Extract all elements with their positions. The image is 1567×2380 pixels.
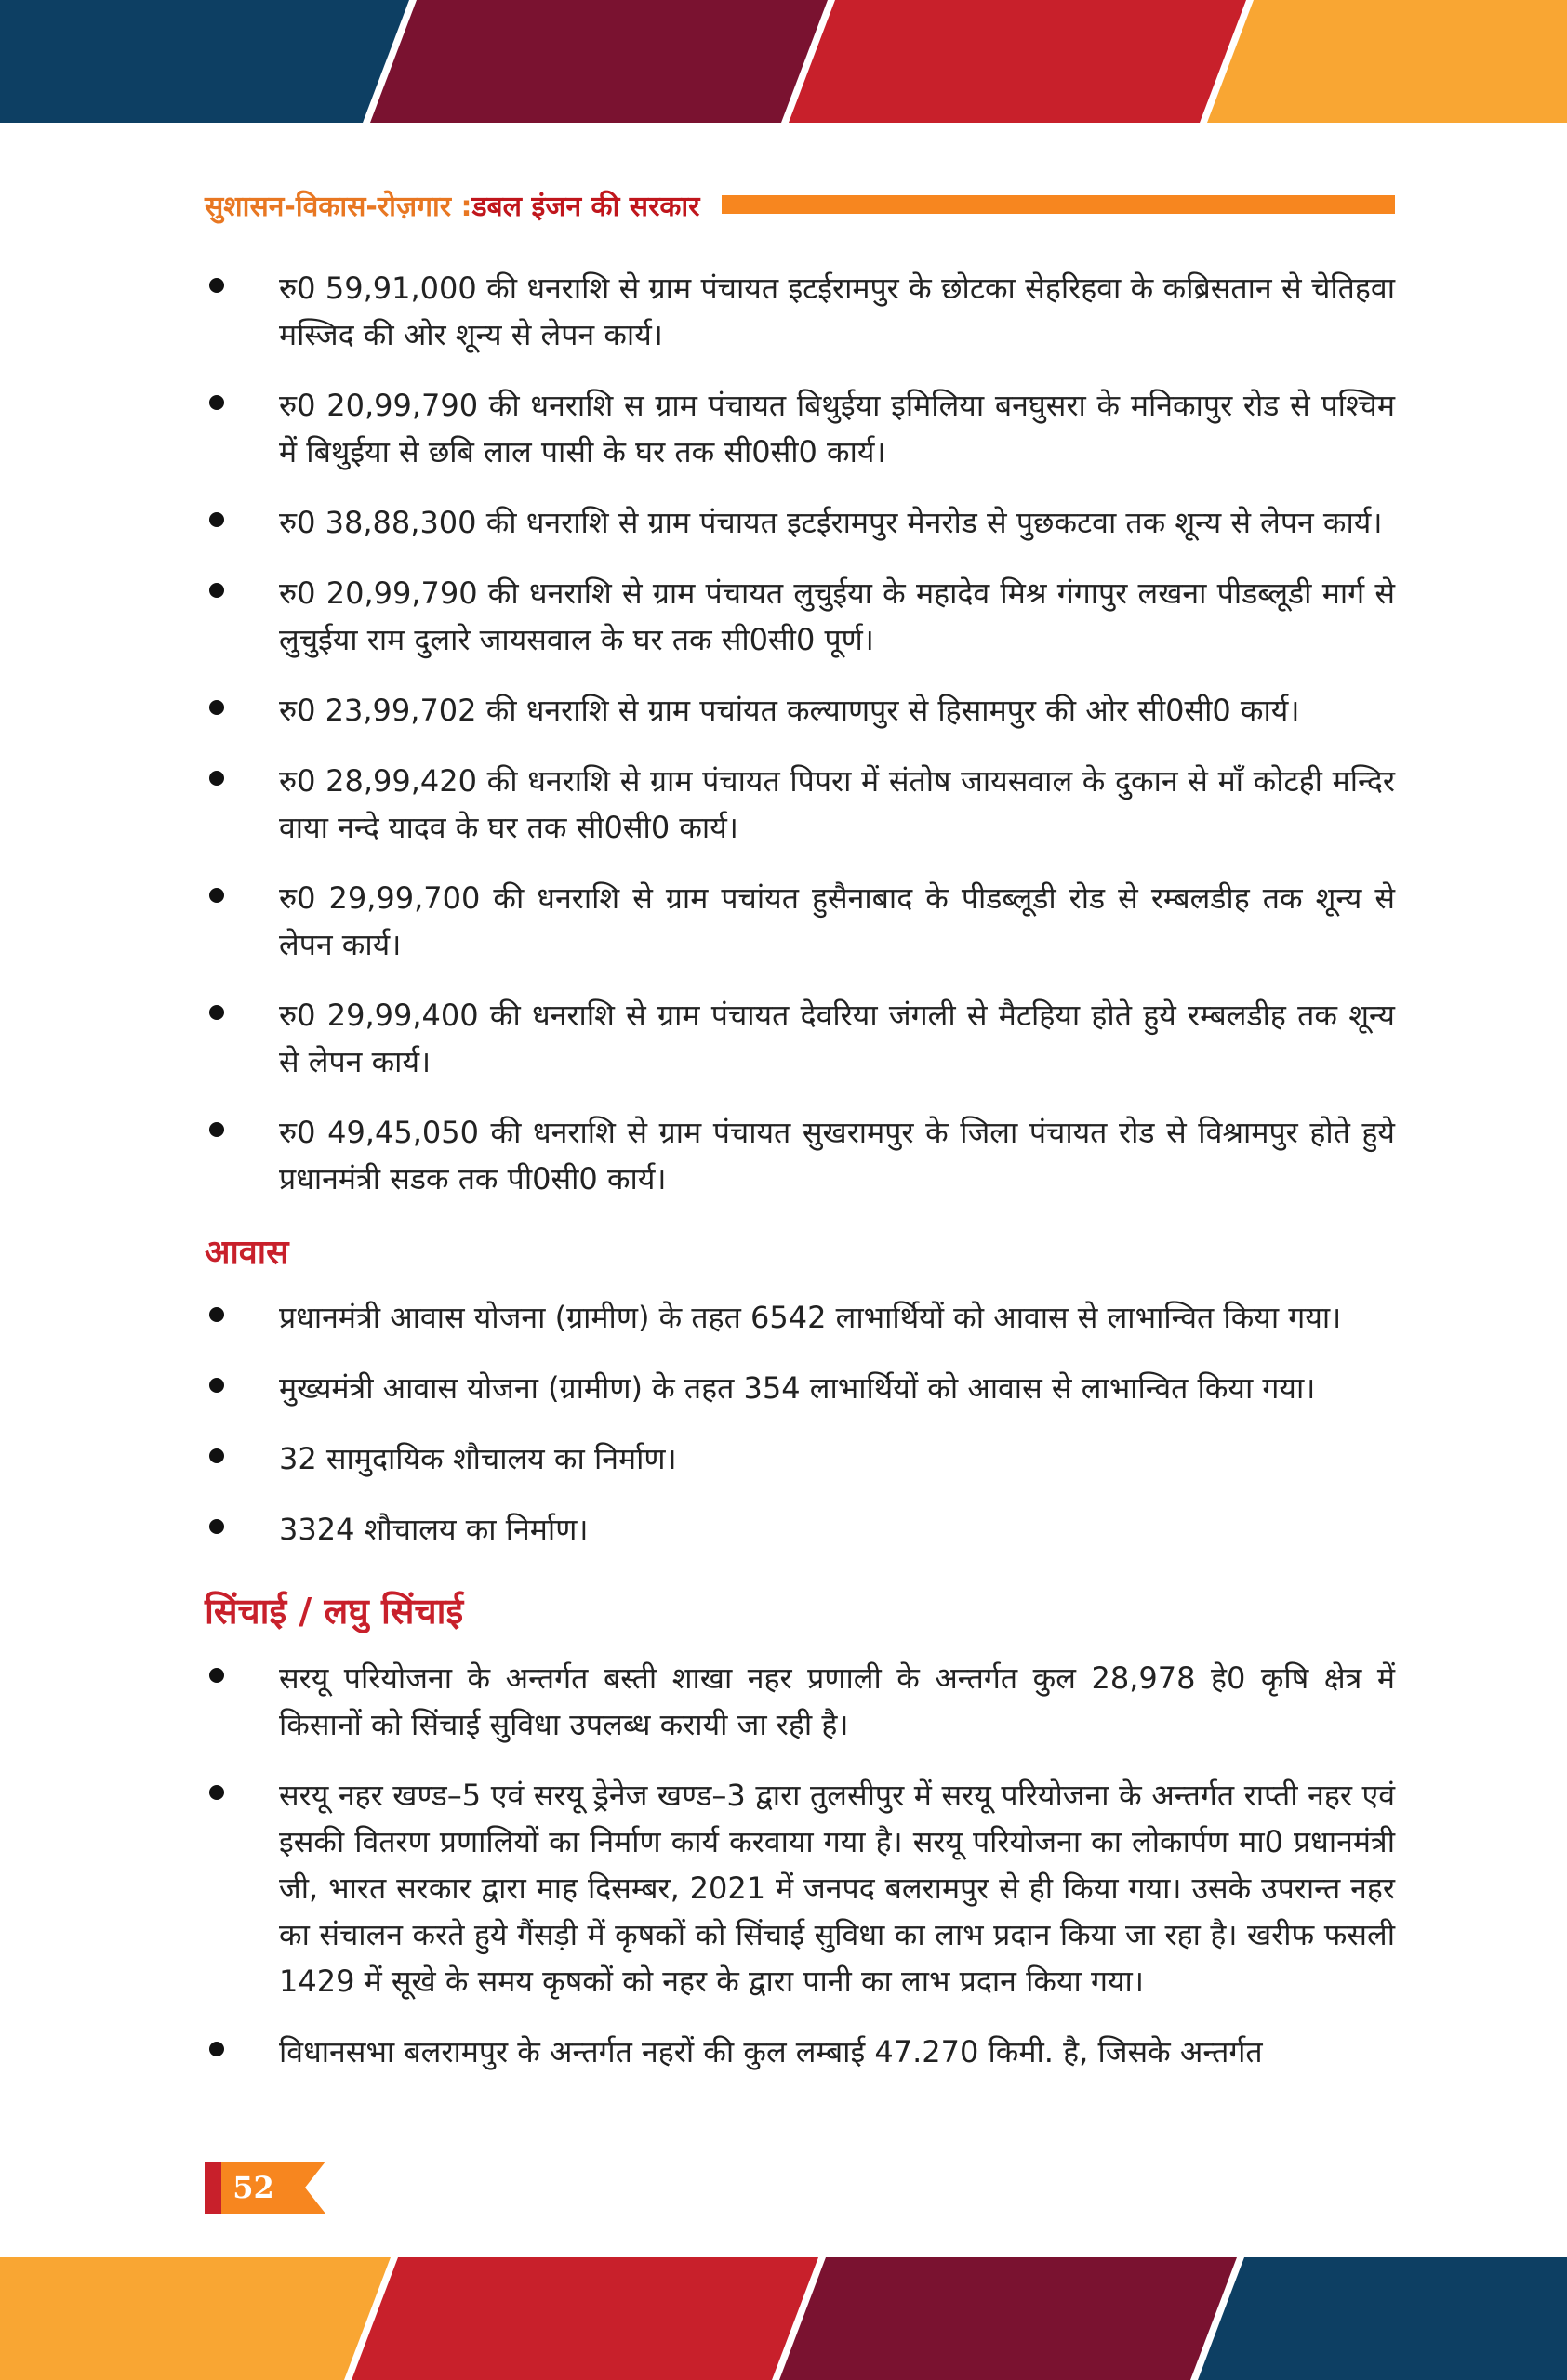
works-list (205, 265, 1395, 1202)
irrigation-list (205, 1655, 1395, 2075)
bullet-icon (209, 583, 224, 598)
bullet-icon (209, 700, 224, 715)
list-item-text: रु0 29,99,400 की धनराशि से ग्राम पंचायत देवरिया जंगली से मैटहिया होते हुये रम्बलडीह तक शून्य से लेपन कार्य। (279, 998, 1395, 1079)
list-item (205, 1506, 1395, 1553)
list-item-text: मुख्यमंत्री आवास योजना (ग्रामीण) के तहत 354 लाभार्थियों को आवास से लाभान्वित किया गया। (279, 1370, 1316, 1406)
bullet-icon (209, 771, 224, 786)
list-item (205, 1772, 1395, 2004)
bullet-icon (209, 278, 224, 293)
header-title-part2: डबल इंजन की सरकार (471, 190, 700, 223)
top-color-band (0, 0, 1567, 123)
list-item-text: प्रधानमंत्री आवास योजना (ग्रामीण) के तहत 6542 लाभार्थियों को आवास से लाभान्वित किया गया। (279, 1300, 1342, 1335)
list-item (205, 1655, 1395, 1748)
list-item (205, 499, 1395, 546)
list-item-text: सरयू नहर खण्ड–5 एवं सरयू ड्रेनेज खण्ड–3 द्वारा तुलसीपुर में सरयू परियोजना के अन्तर्गत राप्ती नहर एवं इसकी वितरण प्रणालियों का निर्माण कार्य करवाया गया है। सरयू परियोजना का लोकार्पण मा0 प्रधानमंत्री जी, भारत सरकार द्वारा माह दिसम्बर, 2021 में जनपद बलरामपुर से ही किया गया। उसके उपरान्त नहर का संचालन करते हुये गैंसड़ी में कृषकों को सिंचाई सुविधा का लाभ प्रदान किया जा रहा है। खरीफ फसली 1429 में सूखे के समय कृषकों को नहर के द्वारा पानी का लाभ प्रदान किया गया। (279, 1778, 1395, 1999)
list-item (205, 1365, 1395, 1411)
list-item-text: रु0 59,91,000 की धनराशि से ग्राम पंचायत इटईरामपुर के छोटका सेहरिहवा के कब्रिसतान से चेतिहवा मस्जिद की ओर शून्य से लेपन कार्य। (279, 271, 1395, 352)
list-item-text: सरयू परियोजना के अन्तर्गत बस्ती शाखा नहर प्रणाली के अन्तर्गत कुल 28,978 हे0 कृषि क्षेत्र में किसानों को सिंचाई सुविधा उपलब्ध करायी जा रही है। (279, 1660, 1395, 1742)
section-heading-irrigation: सिंचाई / लघु सिंचाई (205, 1591, 464, 1632)
list-item (205, 570, 1395, 663)
list-item-text: रु0 20,99,790 की धनराशि स ग्राम पंचायत बिथुईया इमिलिया बनघुसरा के मनिकापुर रोड से पश्चिम में बिथुईया से छबि लाल पासी के घर तक सी0सी0 कार्य। (279, 388, 1395, 469)
list-item-text: रु0 38,88,300 की धनराशि से ग्राम पंचायत इटईरामपुर मेनरोड से पुछकटवा तक शून्य से लेपन कार्य। (279, 505, 1383, 540)
list-item (205, 1294, 1395, 1341)
bullet-icon (209, 1448, 224, 1463)
bullet-icon (209, 1785, 224, 1800)
bullet-icon (209, 512, 224, 527)
list-item (205, 875, 1395, 968)
bullet-icon (209, 2042, 224, 2056)
list-item (205, 2029, 1395, 2075)
list-item-text: रु0 29,99,700 की धनराशि से ग्राम पचांयत हुसैनाबाद के पीडब्लूडी रोड से रम्बलडीह तक शून्य से लेपन कार्य। (279, 880, 1395, 962)
bullet-icon (209, 1307, 224, 1322)
bullet-icon (209, 1122, 224, 1137)
bullet-icon (209, 1378, 224, 1393)
page-number: 52 (232, 2170, 274, 2205)
bullet-icon (209, 888, 224, 903)
page-number-tab (205, 2162, 325, 2214)
header-rule (722, 195, 1395, 214)
header-title-part1: सुशासन-विकास-रोज़गार : (205, 190, 472, 223)
list-item-text: 32 सामुदायिक शौचालय का निर्माण। (279, 1441, 677, 1476)
list-item (205, 687, 1395, 734)
list-item-text: रु0 20,99,790 की धनराशि से ग्राम पंचायत लुचुईया के महादेव मिश्र गंगापुर लखना पीडब्लूडी मार्ग से लुचुईया राम दुलारे जायसवाल के घर तक सी0सी0 पूर्ण। (279, 575, 1395, 657)
list-item-text: विधानसभा बलरामपुर के अन्तर्गत नहरों की कुल लम्बाई 47.270 किमी. है, जिसके अन्तर्गत (279, 2034, 1263, 2069)
list-item (205, 265, 1395, 358)
list-item (205, 1109, 1395, 1202)
bullet-icon (209, 1005, 224, 1020)
list-item-text: रु0 49,45,050 की धनराशि से ग्राम पंचायत सुखरामपुर के जिला पंचायत रोड से विश्रामपुर होते हुये प्रधानमंत्री सडक तक पी0सी0 कार्य। (279, 1115, 1395, 1197)
list-item (205, 1435, 1395, 1482)
list-item-text: रु0 28,99,420 की धनराशि से ग्राम पंचायत पिपरा में संतोष जायसवाल के दुकान से माँ कोटही मन्दिर वाया नन्दे यादव के घर तक सी0सी0 कार्य। (279, 763, 1395, 845)
bullet-icon (209, 1519, 224, 1534)
section-heading-housing: आवास (205, 1234, 289, 1272)
list-item (205, 758, 1395, 851)
bullet-icon (209, 1668, 224, 1683)
running-header (205, 184, 1395, 225)
list-item (205, 992, 1395, 1085)
list-item-text: 3324 शौचालय का निर्माण। (279, 1512, 589, 1547)
bullet-icon (209, 395, 224, 410)
list-item-text: रु0 23,99,702 की धनराशि से ग्राम पचांयत कल्याणपुर से हिसामपुर की ओर सी0सी0 कार्य। (279, 693, 1300, 728)
list-item (205, 382, 1395, 475)
housing-list (205, 1294, 1395, 1553)
bottom-color-band (0, 2257, 1567, 2380)
page-content (205, 265, 1395, 2099)
